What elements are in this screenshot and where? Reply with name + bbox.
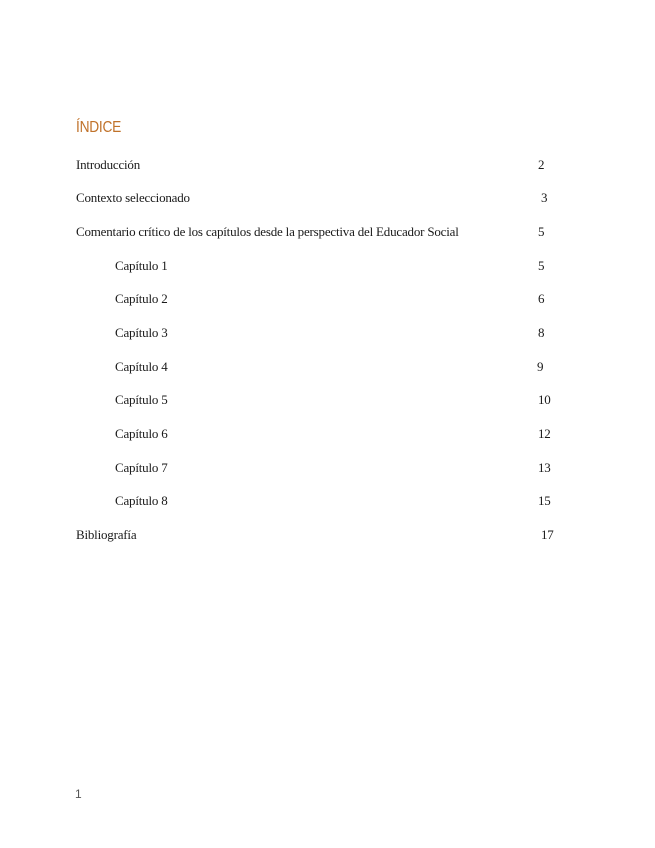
toc-entry-introduccion[interactable] — [0, 157, 655, 177]
toc-entry-bibliografia[interactable] — [0, 527, 655, 547]
toc-entry-label: Comentario crítico de los capítulos desde la perspectiva del Educador Social — [76, 224, 459, 239]
toc-entry-capitulo-2[interactable] — [0, 291, 655, 311]
toc-entry-label: Bibliografía — [76, 527, 137, 542]
toc-entry-label: Capítulo 2 — [115, 291, 168, 306]
toc-entry-capitulo-3[interactable] — [0, 325, 655, 345]
toc-entry-capitulo-1[interactable] — [0, 258, 655, 278]
toc-entry-label: Capítulo 3 — [115, 325, 168, 340]
toc-entry-capitulo-8[interactable] — [0, 493, 655, 513]
toc-entry-comentario[interactable] — [0, 224, 655, 244]
toc-entry-label: Capítulo 5 — [115, 392, 168, 407]
toc-entry-label: Capítulo 7 — [115, 460, 168, 475]
page-number: 1 — [75, 787, 82, 801]
toc-entry-label: Capítulo 8 — [115, 493, 168, 508]
toc-entry-page: 3 — [541, 190, 548, 205]
toc-entry-page: 5 — [538, 258, 545, 273]
toc-entry-page: 9 — [537, 359, 544, 374]
toc-entry-contexto[interactable] — [0, 190, 655, 210]
toc-entry-capitulo-6[interactable] — [0, 426, 655, 446]
toc-entry-label: Introducción — [76, 157, 141, 172]
toc-entry-capitulo-4[interactable] — [0, 359, 655, 379]
toc-entry-label: Capítulo 6 — [115, 426, 168, 441]
toc-entry-page: 15 — [538, 493, 551, 508]
toc-entry-label: Capítulo 4 — [115, 359, 168, 374]
toc-entry-page: 10 — [538, 392, 551, 407]
toc-entry-capitulo-5[interactable] — [0, 392, 655, 412]
toc-entry-label: Capítulo 1 — [115, 258, 168, 273]
toc-entry-page: 17 — [541, 527, 554, 542]
toc-entry-page: 12 — [538, 426, 551, 441]
toc-entry-capitulo-7[interactable] — [0, 460, 655, 480]
toc-entry-page: 13 — [538, 460, 551, 475]
toc-entry-page: 6 — [538, 291, 545, 306]
toc-entry-page: 2 — [538, 157, 545, 172]
toc-title: ÍNDICE — [76, 119, 122, 136]
toc-entry-page: 8 — [538, 325, 545, 340]
toc-entry-page: 5 — [538, 224, 545, 239]
toc-entry-label: Contexto seleccionado — [76, 190, 190, 205]
